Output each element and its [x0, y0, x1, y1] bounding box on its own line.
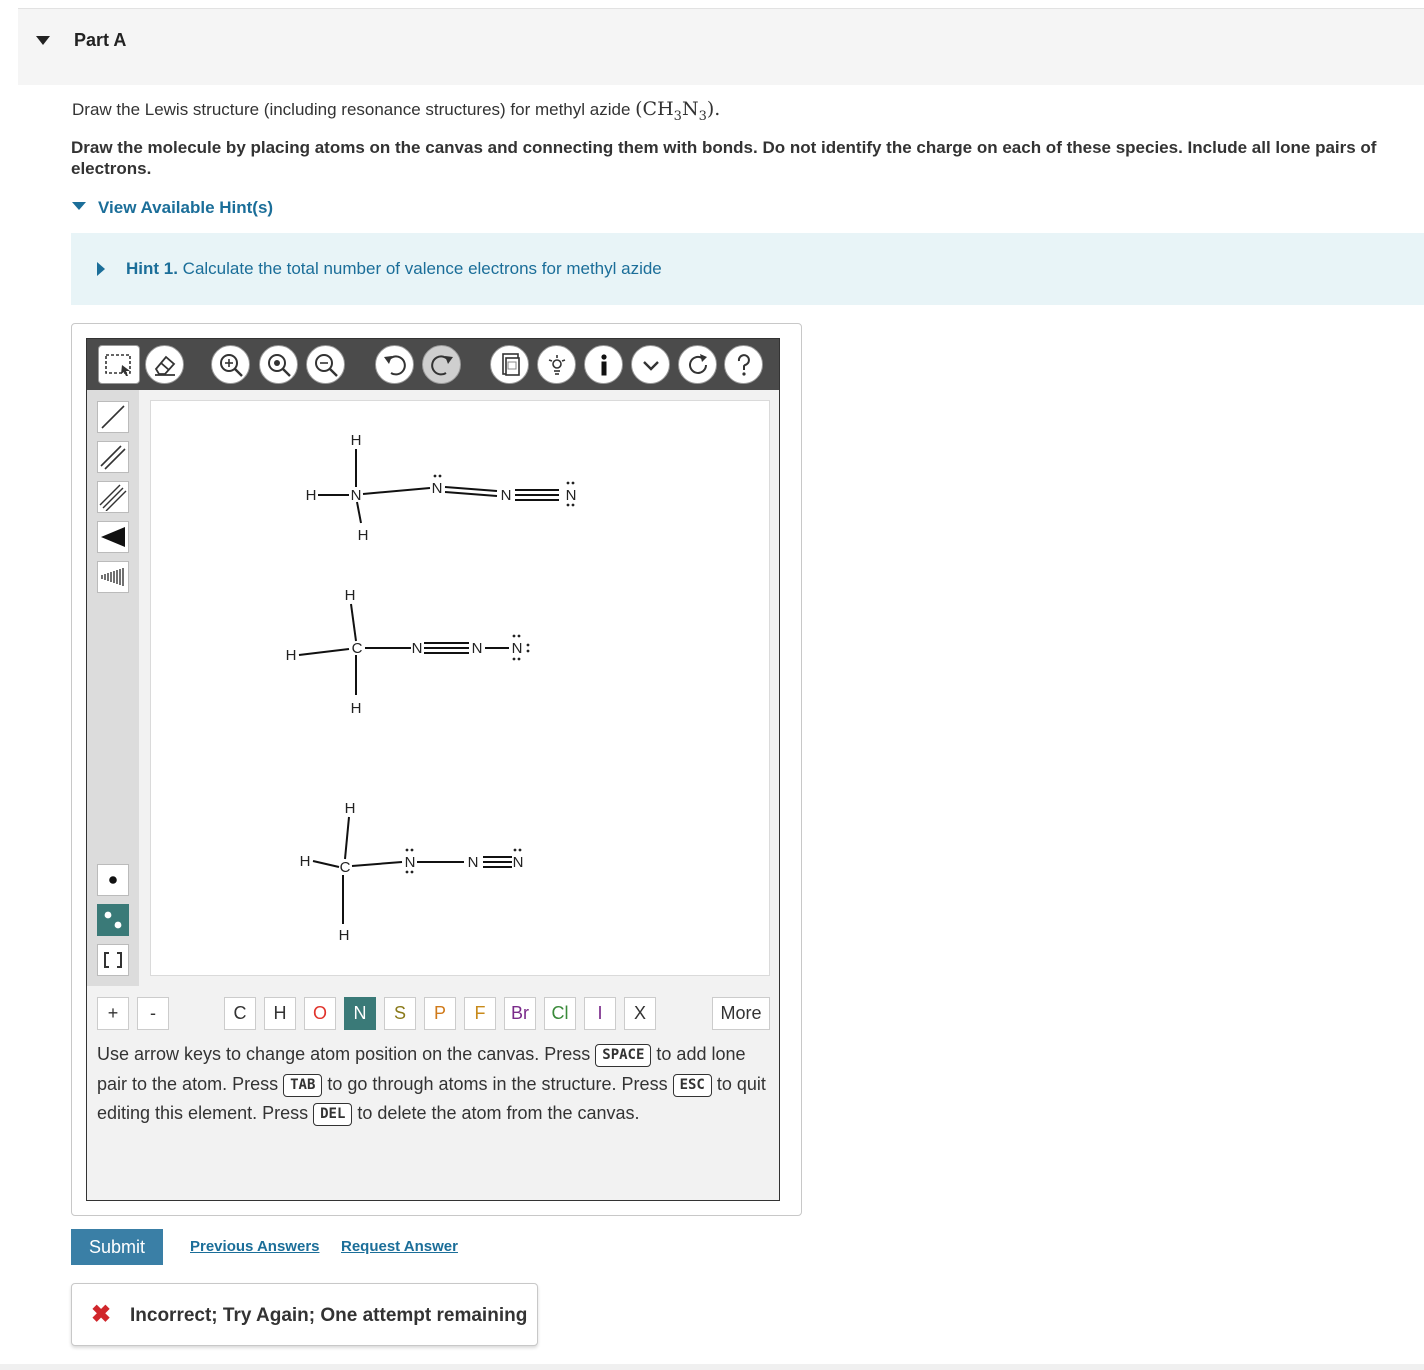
caret-down-icon: [72, 202, 86, 210]
kbd-space: SPACE: [595, 1044, 651, 1067]
atom-n: N: [350, 487, 362, 504]
atom-n: N: [511, 640, 523, 657]
atom-n: N: [411, 640, 423, 657]
element-p-button[interactable]: P: [424, 997, 456, 1030]
atom-h: H: [344, 587, 356, 604]
hint-1-link[interactable]: Hint 1. Calculate the total number of valence electrons for methyl azide: [126, 259, 662, 278]
hash-bond-icon[interactable]: [97, 561, 129, 593]
element-x-button[interactable]: X: [624, 997, 656, 1030]
radical-icon[interactable]: [97, 864, 129, 896]
formula: $(CH_3N_3)$.: [635, 98, 721, 124]
charge-minus-button[interactable]: -: [137, 997, 169, 1030]
question-prompt: Draw the Lewis structure (including resonance structures) for methyl azide $(CH_3N_3)$.: [72, 98, 721, 124]
select-icon[interactable]: [98, 345, 140, 384]
kbd-del: DEL: [313, 1103, 352, 1126]
element-i-button[interactable]: I: [584, 997, 616, 1030]
atom-c: C: [351, 640, 363, 657]
zoom-out-icon[interactable]: [306, 345, 345, 384]
request-answer-link[interactable]: Request Answer: [341, 1238, 458, 1255]
atom-h: H: [305, 487, 317, 504]
template-icon[interactable]: [490, 345, 529, 384]
wedge-bond-icon[interactable]: [97, 521, 129, 553]
atom-h: H: [344, 800, 356, 817]
atom-n: N: [467, 854, 479, 871]
error-icon: ✖: [91, 1301, 112, 1328]
atom-c: C: [339, 859, 351, 876]
element-cl-button[interactable]: Cl: [544, 997, 576, 1030]
atom-h: H: [338, 927, 350, 944]
tool-sidebar: [87, 390, 139, 986]
previous-answers-link[interactable]: Previous Answers: [190, 1238, 320, 1255]
kbd-tab: TAB: [283, 1074, 322, 1097]
submit-button[interactable]: Submit: [71, 1229, 163, 1265]
element-c-button[interactable]: C: [224, 997, 256, 1030]
bottom-bar: [0, 1364, 1424, 1370]
info-icon[interactable]: [584, 345, 623, 384]
atom-n: N: [512, 854, 524, 871]
atom-h: H: [285, 647, 297, 664]
view-hints-toggle[interactable]: View Available Hint(s): [72, 198, 273, 218]
more-elements-button[interactable]: More: [712, 997, 770, 1030]
caret-right-icon[interactable]: [97, 262, 105, 276]
feedback-message: Incorrect; Try Again; One attempt remaining: [130, 1305, 528, 1326]
atom-n: N: [565, 487, 577, 504]
atom-n: N: [500, 487, 512, 504]
lewis-structure-2[interactable]: [286, 587, 530, 717]
element-n-button[interactable]: N: [344, 997, 376, 1030]
triple-bond-icon[interactable]: [97, 481, 129, 513]
bracket-icon[interactable]: [97, 944, 129, 976]
keyboard-help: Use arrow keys to change atom position on the canvas. Press SPACE to add lone pair to the atom. Press TAB to go through atoms in the structure. Press ESC to quit editing this element. Press DEL to delete the atom from the canvas.: [97, 1040, 769, 1129]
reset-icon[interactable]: [678, 345, 717, 384]
part-header[interactable]: [18, 9, 1424, 85]
help-icon[interactable]: [724, 345, 763, 384]
atom-h: H: [299, 853, 311, 870]
caret-down-icon[interactable]: [36, 36, 50, 45]
lone-pair-icon[interactable]: [97, 904, 129, 936]
atom-h: H: [350, 432, 362, 449]
eraser-icon[interactable]: [145, 345, 184, 384]
element-s-button[interactable]: S: [384, 997, 416, 1030]
lewis-structure-1[interactable]: [306, 432, 577, 544]
instructions: Draw the molecule by placing atoms on the canvas and connecting them with bonds. Do not identify the charge on each of these species. Include all lone pairs of electrons.: [71, 138, 1377, 178]
element-h-button[interactable]: H: [264, 997, 296, 1030]
chevron-down-icon[interactable]: [631, 345, 670, 384]
single-bond-icon[interactable]: [97, 401, 129, 433]
part-title: Part A: [74, 30, 127, 50]
redo-icon[interactable]: [422, 345, 461, 384]
element-br-button[interactable]: Br: [504, 997, 536, 1030]
atom-h: H: [350, 700, 362, 717]
atom-n: N: [404, 854, 416, 871]
lewis-structure-3[interactable]: [300, 800, 524, 944]
drawing-canvas[interactable]: [150, 400, 770, 976]
feedback-box: [71, 1283, 538, 1346]
atom-n: N: [431, 480, 443, 497]
charge-plus-button[interactable]: +: [97, 997, 129, 1030]
atom-h: H: [357, 527, 369, 544]
undo-icon[interactable]: [375, 345, 414, 384]
zoom-in-icon[interactable]: [211, 345, 250, 384]
kbd-esc: ESC: [673, 1074, 712, 1097]
atom-n: N: [471, 640, 483, 657]
double-bond-icon[interactable]: [97, 441, 129, 473]
element-f-button[interactable]: F: [464, 997, 496, 1030]
clean-icon[interactable]: [537, 345, 576, 384]
zoom-reset-icon[interactable]: [259, 345, 298, 384]
element-o-button[interactable]: O: [304, 997, 336, 1030]
